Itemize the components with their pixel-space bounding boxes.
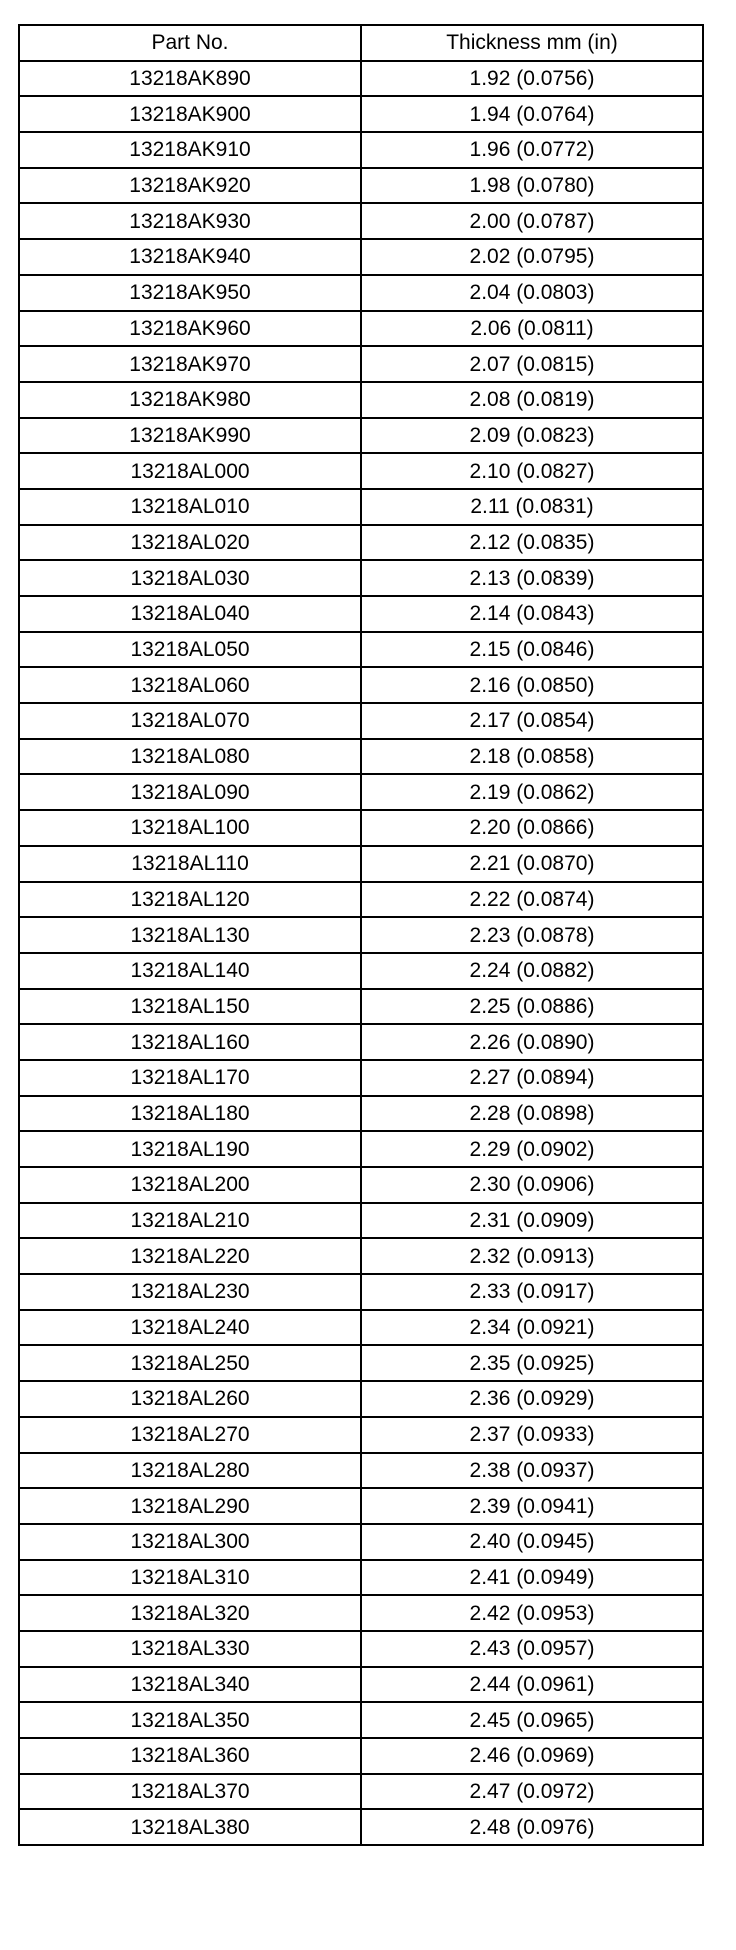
table-row bbox=[19, 1310, 703, 1346]
part-number-cell: 13218AL210 bbox=[19, 1203, 361, 1239]
thickness-cell: 2.14 (0.0843) bbox=[361, 596, 703, 632]
thickness-cell: 2.08 (0.0819) bbox=[361, 382, 703, 418]
thickness-cell: 2.20 (0.0866) bbox=[361, 810, 703, 846]
part-number-cell: 13218AL030 bbox=[19, 560, 361, 596]
part-number-cell: 13218AL370 bbox=[19, 1774, 361, 1810]
part-number-cell: 13218AL280 bbox=[19, 1453, 361, 1489]
table-row bbox=[19, 882, 703, 918]
part-number-cell: 13218AL080 bbox=[19, 739, 361, 775]
thickness-cell: 2.11 (0.0831) bbox=[361, 489, 703, 525]
part-number-cell: 13218AK890 bbox=[19, 61, 361, 97]
part-number-cell: 13218AL050 bbox=[19, 632, 361, 668]
part-number-cell: 13218AL020 bbox=[19, 525, 361, 561]
part-number-cell: 13218AL140 bbox=[19, 953, 361, 989]
header-row bbox=[19, 25, 703, 61]
part-number-cell: 13218AL000 bbox=[19, 453, 361, 489]
table-body bbox=[19, 61, 703, 1845]
thickness-cell: 2.46 (0.0969) bbox=[361, 1738, 703, 1774]
part-number-cell: 13218AL220 bbox=[19, 1238, 361, 1274]
part-number-cell: 13218AL340 bbox=[19, 1667, 361, 1703]
thickness-cell: 2.35 (0.0925) bbox=[361, 1345, 703, 1381]
thickness-cell: 2.26 (0.0890) bbox=[361, 1024, 703, 1060]
part-number-cell: 13218AL290 bbox=[19, 1488, 361, 1524]
part-number-cell: 13218AK930 bbox=[19, 203, 361, 239]
part-number-cell: 13218AK970 bbox=[19, 346, 361, 382]
part-number-cell: 13218AL150 bbox=[19, 989, 361, 1025]
thickness-cell: 2.29 (0.0902) bbox=[361, 1131, 703, 1167]
part-number-cell: 13218AL180 bbox=[19, 1096, 361, 1132]
table-row bbox=[19, 1595, 703, 1631]
part-number-cell: 13218AL330 bbox=[19, 1631, 361, 1667]
table-row bbox=[19, 1702, 703, 1738]
table-row bbox=[19, 1774, 703, 1810]
part-number-cell: 13218AL240 bbox=[19, 1310, 361, 1346]
thickness-cell: 2.09 (0.0823) bbox=[361, 418, 703, 454]
table-row bbox=[19, 1345, 703, 1381]
table-row bbox=[19, 1809, 703, 1845]
part-number-cell: 13218AL010 bbox=[19, 489, 361, 525]
thickness-cell: 2.12 (0.0835) bbox=[361, 525, 703, 561]
table-row bbox=[19, 1167, 703, 1203]
part-number-cell: 13218AL200 bbox=[19, 1167, 361, 1203]
table-row bbox=[19, 989, 703, 1025]
part-number-cell: 13218AL300 bbox=[19, 1524, 361, 1560]
table-row bbox=[19, 168, 703, 204]
thickness-cell: 2.18 (0.0858) bbox=[361, 739, 703, 775]
thickness-cell: 2.41 (0.0949) bbox=[361, 1560, 703, 1596]
thickness-cell: 2.45 (0.0965) bbox=[361, 1702, 703, 1738]
part-number-cell: 13218AL130 bbox=[19, 917, 361, 953]
thickness-cell: 1.92 (0.0756) bbox=[361, 61, 703, 97]
table-row bbox=[19, 917, 703, 953]
table-row bbox=[19, 1203, 703, 1239]
table-row bbox=[19, 560, 703, 596]
thickness-cell: 2.38 (0.0937) bbox=[361, 1453, 703, 1489]
table-row bbox=[19, 1738, 703, 1774]
table-row bbox=[19, 632, 703, 668]
thickness-cell: 2.30 (0.0906) bbox=[361, 1167, 703, 1203]
header-part-no: Part No. bbox=[19, 25, 361, 61]
thickness-cell: 2.06 (0.0811) bbox=[361, 311, 703, 347]
part-number-cell: 13218AL040 bbox=[19, 596, 361, 632]
table-row bbox=[19, 1060, 703, 1096]
table-row bbox=[19, 1667, 703, 1703]
thickness-cell: 2.00 (0.0787) bbox=[361, 203, 703, 239]
part-number-cell: 13218AL350 bbox=[19, 1702, 361, 1738]
thickness-cell: 2.42 (0.0953) bbox=[361, 1595, 703, 1631]
thickness-cell: 2.24 (0.0882) bbox=[361, 953, 703, 989]
header-thickness: Thickness mm (in) bbox=[361, 25, 703, 61]
table-row bbox=[19, 667, 703, 703]
part-number-cell: 13218AK990 bbox=[19, 418, 361, 454]
part-number-cell: 13218AK960 bbox=[19, 311, 361, 347]
thickness-cell: 1.98 (0.0780) bbox=[361, 168, 703, 204]
table-row bbox=[19, 1381, 703, 1417]
thickness-cell: 2.27 (0.0894) bbox=[361, 1060, 703, 1096]
part-number-cell: 13218AL160 bbox=[19, 1024, 361, 1060]
table-row bbox=[19, 1096, 703, 1132]
thickness-cell: 2.28 (0.0898) bbox=[361, 1096, 703, 1132]
table-row bbox=[19, 418, 703, 454]
part-number-cell: 13218AK950 bbox=[19, 275, 361, 311]
thickness-cell: 2.04 (0.0803) bbox=[361, 275, 703, 311]
thickness-cell: 2.15 (0.0846) bbox=[361, 632, 703, 668]
thickness-cell: 1.96 (0.0772) bbox=[361, 132, 703, 168]
part-number-cell: 13218AL230 bbox=[19, 1274, 361, 1310]
table-row bbox=[19, 1238, 703, 1274]
table-row bbox=[19, 275, 703, 311]
table-row bbox=[19, 1560, 703, 1596]
table-row bbox=[19, 96, 703, 132]
table-row bbox=[19, 1524, 703, 1560]
table-row bbox=[19, 846, 703, 882]
table-row bbox=[19, 739, 703, 775]
part-number-cell: 13218AK900 bbox=[19, 96, 361, 132]
thickness-cell: 2.22 (0.0874) bbox=[361, 882, 703, 918]
thickness-cell: 1.94 (0.0764) bbox=[361, 96, 703, 132]
part-number-cell: 13218AK980 bbox=[19, 382, 361, 418]
thickness-cell: 2.21 (0.0870) bbox=[361, 846, 703, 882]
part-number-cell: 13218AL170 bbox=[19, 1060, 361, 1096]
table-row bbox=[19, 239, 703, 275]
table-row bbox=[19, 525, 703, 561]
thickness-cell: 2.16 (0.0850) bbox=[361, 667, 703, 703]
part-number-cell: 13218AL090 bbox=[19, 774, 361, 810]
table-row bbox=[19, 346, 703, 382]
part-number-cell: 13218AL120 bbox=[19, 882, 361, 918]
thickness-cell: 2.17 (0.0854) bbox=[361, 703, 703, 739]
table-row bbox=[19, 1417, 703, 1453]
part-thickness-table bbox=[18, 24, 704, 1846]
thickness-cell: 2.13 (0.0839) bbox=[361, 560, 703, 596]
part-number-cell: 13218AL190 bbox=[19, 1131, 361, 1167]
thickness-cell: 2.25 (0.0886) bbox=[361, 989, 703, 1025]
thickness-cell: 2.44 (0.0961) bbox=[361, 1667, 703, 1703]
table-row bbox=[19, 1631, 703, 1667]
part-number-cell: 13218AK940 bbox=[19, 239, 361, 275]
thickness-cell: 2.36 (0.0929) bbox=[361, 1381, 703, 1417]
thickness-cell: 2.37 (0.0933) bbox=[361, 1417, 703, 1453]
thickness-cell: 2.23 (0.0878) bbox=[361, 917, 703, 953]
thickness-cell: 2.48 (0.0976) bbox=[361, 1809, 703, 1845]
part-number-cell: 13218AL100 bbox=[19, 810, 361, 846]
part-number-cell: 13218AL320 bbox=[19, 1595, 361, 1631]
table-row bbox=[19, 596, 703, 632]
thickness-cell: 2.19 (0.0862) bbox=[361, 774, 703, 810]
thickness-cell: 2.02 (0.0795) bbox=[361, 239, 703, 275]
table-row bbox=[19, 382, 703, 418]
thickness-cell: 2.33 (0.0917) bbox=[361, 1274, 703, 1310]
table-row bbox=[19, 810, 703, 846]
table-row bbox=[19, 953, 703, 989]
table-row bbox=[19, 703, 703, 739]
table-row bbox=[19, 61, 703, 97]
table-row bbox=[19, 1274, 703, 1310]
thickness-cell: 2.32 (0.0913) bbox=[361, 1238, 703, 1274]
thickness-cell: 2.39 (0.0941) bbox=[361, 1488, 703, 1524]
part-number-cell: 13218AL380 bbox=[19, 1809, 361, 1845]
thickness-cell: 2.40 (0.0945) bbox=[361, 1524, 703, 1560]
thickness-cell: 2.34 (0.0921) bbox=[361, 1310, 703, 1346]
table-row bbox=[19, 1131, 703, 1167]
table-row bbox=[19, 489, 703, 525]
part-number-cell: 13218AL060 bbox=[19, 667, 361, 703]
table-row bbox=[19, 1453, 703, 1489]
part-number-cell: 13218AK910 bbox=[19, 132, 361, 168]
part-number-cell: 13218AL250 bbox=[19, 1345, 361, 1381]
table-row bbox=[19, 453, 703, 489]
table-row bbox=[19, 203, 703, 239]
part-number-cell: 13218AL110 bbox=[19, 846, 361, 882]
table-row bbox=[19, 311, 703, 347]
table-row bbox=[19, 774, 703, 810]
thickness-cell: 2.07 (0.0815) bbox=[361, 346, 703, 382]
thickness-cell: 2.10 (0.0827) bbox=[361, 453, 703, 489]
part-number-cell: 13218AL360 bbox=[19, 1738, 361, 1774]
thickness-cell: 2.31 (0.0909) bbox=[361, 1203, 703, 1239]
part-number-cell: 13218AL260 bbox=[19, 1381, 361, 1417]
part-number-cell: 13218AK920 bbox=[19, 168, 361, 204]
table-row bbox=[19, 132, 703, 168]
table-row bbox=[19, 1024, 703, 1060]
thickness-cell: 2.43 (0.0957) bbox=[361, 1631, 703, 1667]
table-row bbox=[19, 1488, 703, 1524]
part-number-cell: 13218AL070 bbox=[19, 703, 361, 739]
part-number-cell: 13218AL270 bbox=[19, 1417, 361, 1453]
part-number-cell: 13218AL310 bbox=[19, 1560, 361, 1596]
thickness-cell: 2.47 (0.0972) bbox=[361, 1774, 703, 1810]
